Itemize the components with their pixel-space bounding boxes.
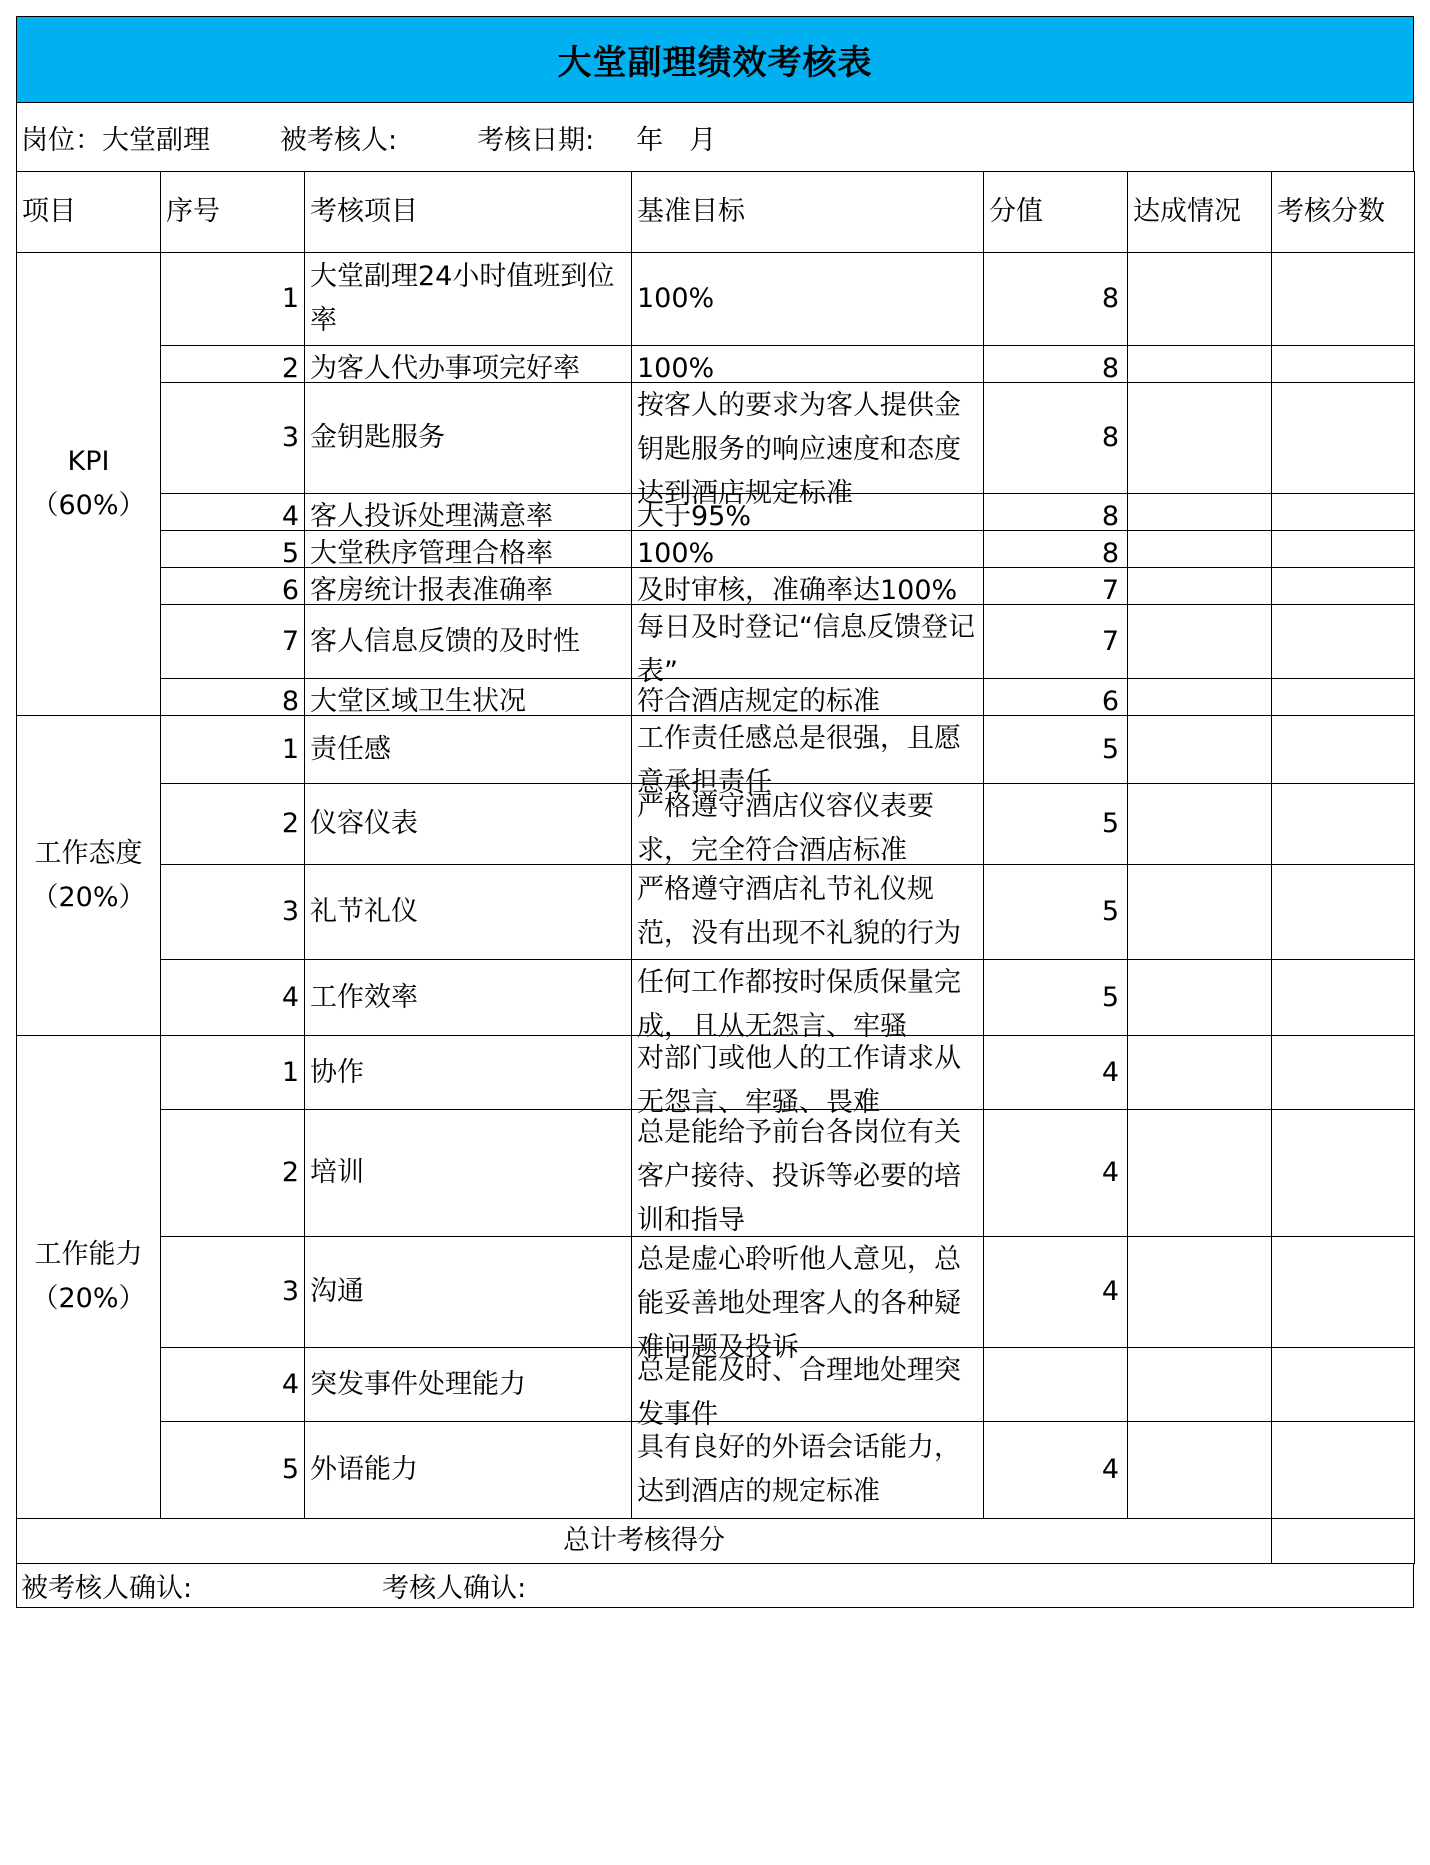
benchmark-target: [632, 1348, 984, 1430]
achievement-cell[interactable]: [1128, 1110, 1272, 1237]
benchmark-target: [632, 716, 984, 798]
row-number-text: 7: [281, 625, 299, 657]
final-score-cell[interactable]: [1272, 1422, 1415, 1519]
score-value-text: 5: [1101, 896, 1119, 927]
row-number: [161, 1110, 305, 1237]
benchmark-target-text: 总是能给予前台各岗位有关客户接待、投诉等必要的培训和指导: [637, 1116, 961, 1236]
benchmark-target: [632, 253, 984, 346]
info-row: [16, 103, 1414, 171]
benchmark-target: [632, 383, 984, 509]
header-cell: 项目: [17, 172, 161, 253]
benchmark-target: [632, 679, 984, 716]
benchmark-target-text: 及时审核，准确率达100%: [637, 574, 958, 606]
header-cell: 分值: [984, 172, 1128, 253]
benchmark-target: [632, 784, 984, 865]
row-number-text: 3: [281, 1276, 299, 1307]
assessment-item-text: 仪容仪表: [310, 808, 418, 839]
total-row: [17, 1519, 1415, 1564]
assessment-item: [305, 784, 632, 865]
benchmark-target-text: 对部门或他人的工作请求从无怨言、牢骚、畏难: [637, 1042, 961, 1118]
header-cell: 达成情况: [1128, 172, 1272, 253]
benchmark-target: [632, 1036, 984, 1118]
benchmark-target: [632, 1422, 984, 1519]
final-score-cell[interactable]: [1272, 960, 1415, 1036]
position-label: 岗位：大堂副理: [21, 124, 210, 156]
score-value-text: 6: [1101, 685, 1119, 717]
score-value: [984, 679, 1128, 716]
month-label: 月: [689, 124, 717, 156]
score-value: [984, 1110, 1128, 1237]
row-number: [161, 253, 305, 346]
row-number: [161, 494, 305, 531]
assessment-item: [305, 679, 632, 716]
row-number: [161, 1036, 305, 1110]
table-row: [17, 679, 1415, 716]
benchmark-target-text: 100%: [637, 352, 715, 384]
row-number: [161, 605, 305, 679]
total-score-cell[interactable]: [1272, 1519, 1415, 1564]
score-value: [984, 531, 1128, 568]
category-cell: 工作能力（20%）: [17, 1036, 161, 1519]
achievement-cell[interactable]: [1128, 1237, 1272, 1348]
row-number-text: 6: [281, 574, 299, 606]
achievement-cell[interactable]: [1128, 253, 1272, 346]
benchmark-target-text: 100%: [637, 537, 715, 569]
achievement-cell[interactable]: [1128, 865, 1272, 960]
score-value-text: 4: [1101, 1276, 1119, 1307]
row-number-text: 4: [281, 500, 299, 532]
row-number: [161, 784, 305, 865]
assessment-item: [305, 494, 632, 531]
row-number: [161, 383, 305, 494]
header-cell: 考核项目: [305, 172, 632, 253]
assessment-item: [305, 1036, 632, 1110]
score-value: [984, 1237, 1128, 1348]
row-number-text: 8: [281, 685, 299, 717]
score-value-text: 4: [1101, 1056, 1119, 1088]
score-value-text: 4: [1101, 1157, 1119, 1188]
row-number: [161, 865, 305, 960]
row-number-text: 3: [281, 896, 299, 927]
table-row: [17, 494, 1415, 531]
achievement-cell[interactable]: [1128, 1036, 1272, 1110]
score-value: [984, 383, 1128, 494]
benchmark-target: [632, 1110, 984, 1237]
row-number: [161, 716, 305, 784]
benchmark-target: [632, 531, 984, 568]
row-number: [161, 1422, 305, 1519]
row-number-text: 3: [281, 422, 299, 453]
final-score-cell[interactable]: [1272, 568, 1415, 605]
benchmark-target-text: 总是能及时、合理地处理突发事件: [637, 1354, 961, 1430]
score-value-text: 8: [1101, 422, 1119, 453]
benchmark-target-text: 具有良好的外语会话能力，达到酒店的规定标准: [637, 1432, 961, 1507]
final-score-cell[interactable]: [1272, 784, 1415, 865]
row-number-text: 2: [281, 352, 299, 384]
final-score-cell[interactable]: [1272, 1110, 1415, 1237]
benchmark-target-text: 严格遵守酒店仪容仪表要求，完全符合酒店标准: [637, 790, 934, 866]
assessment-item: [305, 346, 632, 383]
table-row: [17, 960, 1415, 1036]
assessment-item: [305, 1348, 632, 1422]
score-value-text: 8: [1101, 500, 1119, 532]
assessment-item: [305, 605, 632, 679]
row-number: [161, 960, 305, 1036]
score-value: [984, 568, 1128, 605]
achievement-cell[interactable]: [1128, 531, 1272, 568]
score-value: [984, 960, 1128, 1036]
assessment-item-text: 突发事件处理能力: [310, 1368, 526, 1400]
benchmark-target-text: 总是虚心聆听他人意见，总能妥善地处理客人的各种疑难问题及投诉: [637, 1243, 961, 1363]
assessment-item: [305, 1422, 632, 1519]
row-number: [161, 531, 305, 568]
final-score-cell[interactable]: [1272, 1237, 1415, 1348]
assessor-confirm-label: 考核人确认:: [382, 1573, 527, 1604]
final-score-cell[interactable]: [1272, 679, 1415, 716]
score-value-text: 4: [1101, 1454, 1119, 1485]
benchmark-target-text: 任何工作都按时保质保量完成，且从无怨言、牢骚: [637, 966, 961, 1042]
achievement-cell[interactable]: [1128, 494, 1272, 531]
score-value-text: 7: [1101, 574, 1119, 606]
row-number-text: 5: [281, 1454, 299, 1485]
final-score-cell[interactable]: [1272, 1348, 1415, 1422]
row-number-text: 5: [281, 537, 299, 569]
appraisal-sheet: [16, 16, 1414, 1608]
table-row: [17, 1422, 1415, 1519]
achievement-cell[interactable]: [1128, 716, 1272, 784]
assessment-item: [305, 716, 632, 784]
row-number: [161, 568, 305, 605]
benchmark-target-text: 大于95%: [637, 500, 752, 532]
footer-row: [16, 1564, 1414, 1608]
table-row: [17, 346, 1415, 383]
table-row: [17, 1036, 1415, 1110]
row-number-text: 2: [281, 1157, 299, 1188]
assessment-item-text: 金钥匙服务: [310, 422, 445, 453]
final-score-cell[interactable]: [1272, 865, 1415, 960]
final-score-cell[interactable]: [1272, 346, 1415, 383]
score-value: [984, 1422, 1128, 1519]
score-value-text: 5: [1101, 981, 1119, 1013]
assessment-item-text: 外语能力: [310, 1454, 418, 1485]
achievement-cell[interactable]: [1128, 346, 1272, 383]
assessment-item-text: 客房统计报表准确率: [310, 574, 553, 606]
assessment-item-text: 责任感: [310, 733, 391, 765]
achievement-cell[interactable]: [1128, 1422, 1272, 1519]
score-value: [984, 605, 1128, 679]
category-cell: 工作态度（20%）: [17, 716, 161, 1036]
score-value-text: 8: [1101, 352, 1119, 384]
score-value-text: 8: [1101, 283, 1119, 314]
table-row: [17, 716, 1415, 784]
header-row: [17, 172, 1415, 253]
assessment-item-text: 协作: [310, 1056, 364, 1088]
assessment-item-text: 大堂秩序管理合格率: [310, 537, 553, 569]
row-number-text: 4: [281, 1368, 299, 1400]
score-value: [984, 784, 1128, 865]
achievement-cell[interactable]: [1128, 960, 1272, 1036]
assessee-label: 被考核人:: [280, 124, 398, 156]
assessment-item: [305, 960, 632, 1036]
appraisal-table: [16, 171, 1415, 1564]
table-row: [17, 568, 1415, 605]
benchmark-target: [632, 568, 984, 605]
assessment-item-text: 工作效率: [310, 981, 418, 1013]
benchmark-target: [632, 346, 984, 383]
header-cell: 序号: [161, 172, 305, 253]
assessment-item-text: 大堂副理24小时值班到位率: [310, 261, 615, 336]
row-number: [161, 679, 305, 716]
row-number-text: 4: [281, 981, 299, 1013]
final-score-cell[interactable]: [1272, 494, 1415, 531]
header-cell: 基准目标: [632, 172, 984, 253]
row-number-text: 1: [281, 1056, 299, 1088]
score-value: [984, 253, 1128, 346]
achievement-cell[interactable]: [1128, 784, 1272, 865]
assessment-item: [305, 865, 632, 960]
achievement-cell[interactable]: [1128, 568, 1272, 605]
assessment-item: [305, 383, 632, 494]
achievement-cell[interactable]: [1128, 1348, 1272, 1422]
benchmark-target: [632, 605, 984, 687]
assessment-item: [305, 253, 632, 346]
benchmark-target: [632, 1237, 984, 1363]
row-number-text: 1: [281, 733, 299, 765]
row-number-text: 2: [281, 808, 299, 839]
assessment-item-text: 客人信息反馈的及时性: [310, 625, 580, 657]
score-value: [984, 716, 1128, 784]
assessment-item: [305, 1237, 632, 1348]
table-row: [17, 1237, 1415, 1348]
achievement-cell[interactable]: [1128, 605, 1272, 679]
assessment-item-text: 沟通: [310, 1276, 364, 1307]
assessment-item: [305, 531, 632, 568]
table-row: [17, 531, 1415, 568]
benchmark-target-text: 符合酒店规定的标准: [637, 685, 880, 717]
score-value-text: 8: [1101, 537, 1119, 569]
table-row: [17, 1348, 1415, 1422]
benchmark-target-text: 严格遵守酒店礼节礼仪规范，没有出现不礼貌的行为: [637, 874, 961, 949]
final-score-cell[interactable]: [1272, 1036, 1415, 1110]
table-row: [17, 253, 1415, 346]
final-score-cell[interactable]: [1272, 716, 1415, 784]
benchmark-target-text: 按客人的要求为客人提供金钥匙服务的响应速度和态度达到酒店规定标准: [637, 389, 961, 509]
score-value: [984, 1036, 1128, 1110]
score-value-text: 5: [1101, 808, 1119, 839]
row-number: [161, 346, 305, 383]
benchmark-target-text: 工作责任感总是很强，且愿意承担责任: [637, 722, 961, 798]
assessment-item: [305, 568, 632, 605]
achievement-cell[interactable]: [1128, 679, 1272, 716]
row-number: [161, 1237, 305, 1348]
date-label: 考核日期:: [477, 124, 595, 156]
benchmark-target-text: 100%: [637, 283, 715, 314]
assessment-item-text: 培训: [310, 1157, 364, 1188]
benchmark-target-text: 每日及时登记“信息反馈登记表”: [637, 611, 975, 687]
assessment-item-text: 为客人代办事项完好率: [310, 352, 580, 384]
sheet-title: 大堂副理绩效考核表: [16, 16, 1414, 103]
score-value-text: 5: [1101, 733, 1119, 765]
final-score-cell[interactable]: [1272, 605, 1415, 679]
score-value-text: 7: [1101, 625, 1119, 657]
header-cell: 考核分数: [1272, 172, 1415, 253]
row-number: [161, 1348, 305, 1422]
score-value: [984, 865, 1128, 960]
year-label: 年: [636, 124, 664, 156]
assessee-confirm-label: 被考核人确认:: [21, 1573, 193, 1604]
score-value: [984, 1348, 1128, 1422]
table-row: [17, 605, 1415, 679]
row-number-text: 1: [281, 283, 299, 314]
final-score-cell[interactable]: [1272, 531, 1415, 568]
category-cell: KPI（60%）: [17, 253, 161, 716]
table-row: [17, 784, 1415, 865]
table-row: [17, 1110, 1415, 1237]
table-row: [17, 383, 1415, 494]
score-value: [984, 346, 1128, 383]
achievement-cell[interactable]: [1128, 383, 1272, 494]
assessment-item-text: 客人投诉处理满意率: [310, 500, 553, 532]
benchmark-target: [632, 865, 984, 960]
total-label: 总计考核得分: [17, 1519, 1272, 1564]
assessment-item: [305, 1110, 632, 1237]
table-row: [17, 865, 1415, 960]
assessment-item-text: 礼节礼仪: [310, 896, 418, 927]
assessment-item-text: 大堂区域卫生状况: [310, 685, 526, 717]
final-score-cell[interactable]: [1272, 383, 1415, 494]
final-score-cell[interactable]: [1272, 253, 1415, 346]
score-value: [984, 494, 1128, 531]
benchmark-target: [632, 960, 984, 1042]
